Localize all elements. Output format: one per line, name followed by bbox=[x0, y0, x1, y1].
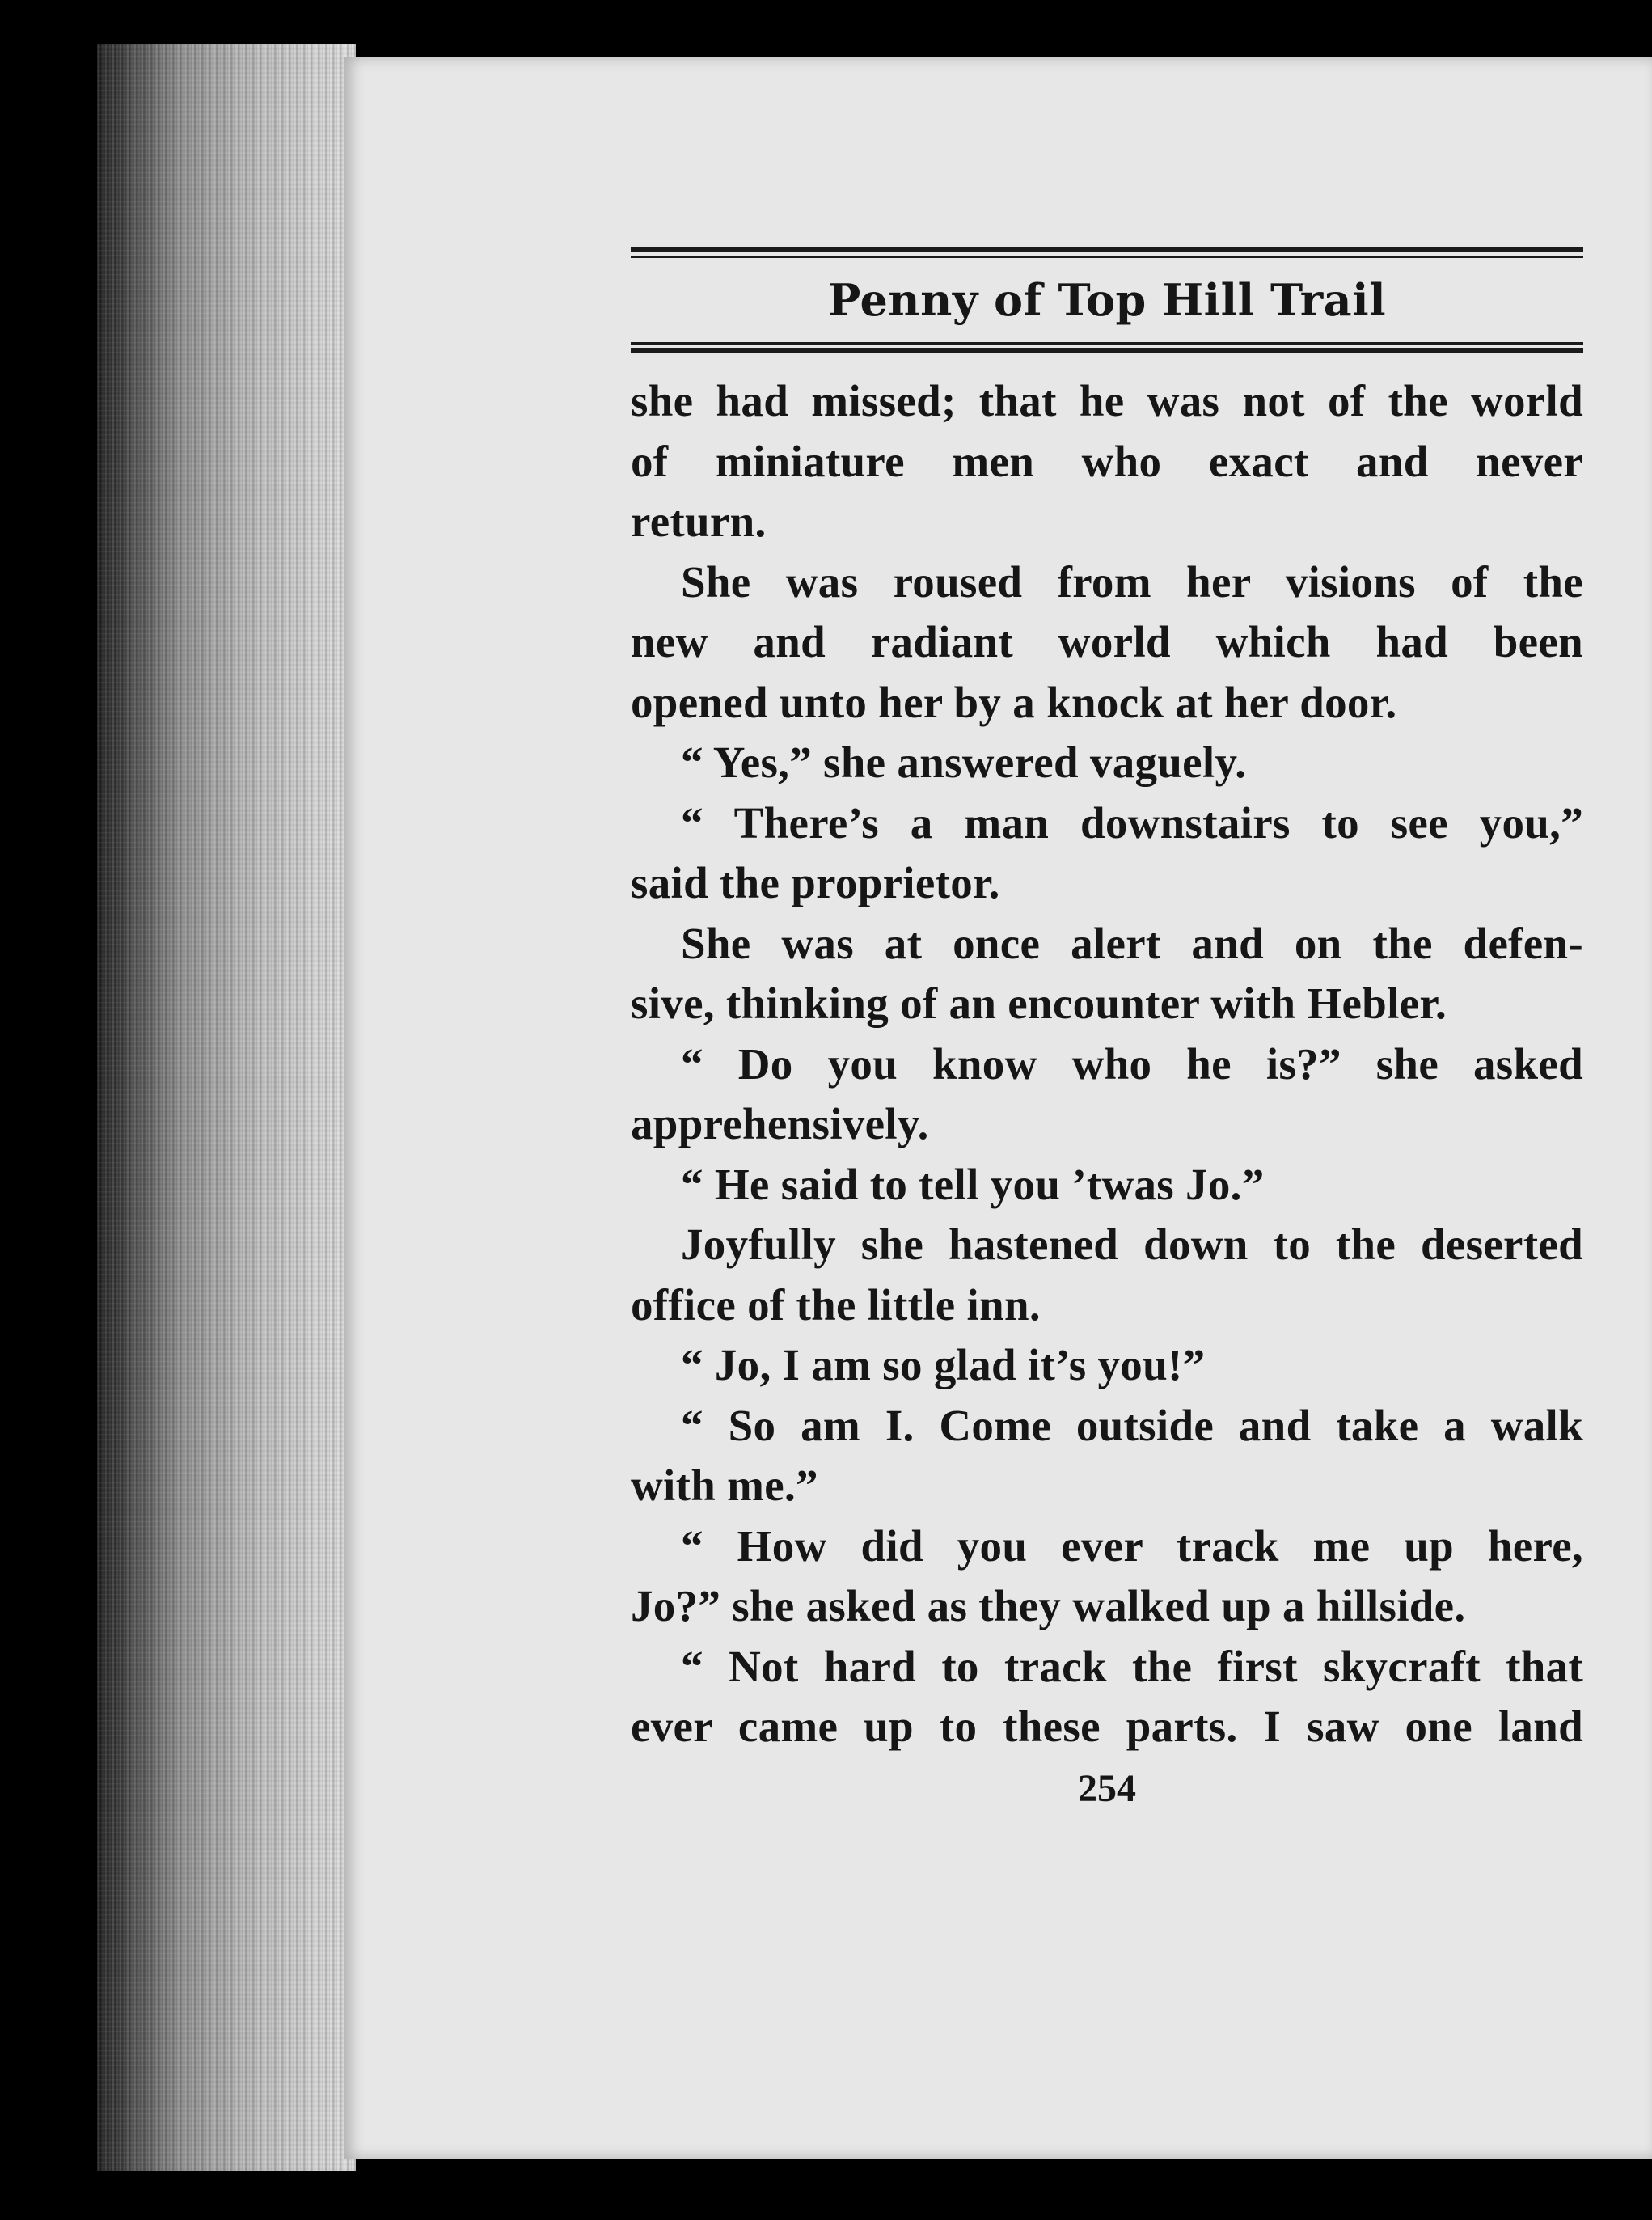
text-line: she had missed; that he was not of the world bbox=[631, 376, 1583, 425]
body-text bbox=[631, 371, 1583, 1757]
running-head: Penny of Top Hill Trail bbox=[827, 274, 1387, 326]
text-line: Joyfully she hastened down to the deserted bbox=[681, 1220, 1583, 1269]
text-block bbox=[631, 247, 1583, 1817]
text-line: office of the little inn. bbox=[631, 1279, 1041, 1330]
text-line: “ Jo, I am so glad it’s you!” bbox=[681, 1340, 1206, 1389]
text-line: apprehensively. bbox=[631, 1099, 929, 1148]
top-rule bbox=[631, 247, 1583, 258]
page-number: 254 bbox=[1078, 1766, 1136, 1810]
top-rule-thick bbox=[631, 247, 1583, 252]
text-line: “ Yes,” she answered vaguely. bbox=[681, 738, 1247, 787]
text-line: new and radiant world which had been bbox=[631, 617, 1583, 666]
text-line: said the proprietor. bbox=[631, 858, 1000, 907]
text-line: “ He said to tell you ’twas Jo.” bbox=[681, 1159, 1265, 1209]
bottom-rule-thick bbox=[631, 348, 1583, 353]
page-edges bbox=[97, 44, 356, 2171]
text-line: Jo?” she asked as they walked up a hillside. bbox=[631, 1581, 1466, 1630]
bottom-rule bbox=[631, 342, 1583, 353]
text-line: She was at once alert and on the defen- bbox=[681, 918, 1583, 968]
text-line: “ So am I. Come outside and take a walk bbox=[681, 1400, 1583, 1450]
text-line: of miniature men who exact and never bbox=[631, 436, 1583, 486]
text-line: “ How did you ever track me up here, bbox=[681, 1520, 1583, 1571]
text-line: opened unto her by a knock at her door. bbox=[631, 677, 1397, 727]
text-line: return. bbox=[631, 497, 767, 546]
text-line: with me.” bbox=[631, 1461, 818, 1510]
text-line: sive, thinking of an encounter with Hebler. bbox=[631, 979, 1447, 1028]
text-line: ever came up to these parts. I saw one land bbox=[631, 1702, 1583, 1751]
text-line: “ Not hard to track the first skycraft that bbox=[681, 1641, 1583, 1691]
text-line: “ There’s a man downstairs to see you,” bbox=[681, 797, 1583, 848]
bottom-rule-thin bbox=[631, 342, 1583, 345]
text-line: She was roused from her visions of the bbox=[681, 556, 1583, 607]
text-line: “ Do you know who he is?” she asked bbox=[681, 1038, 1583, 1089]
